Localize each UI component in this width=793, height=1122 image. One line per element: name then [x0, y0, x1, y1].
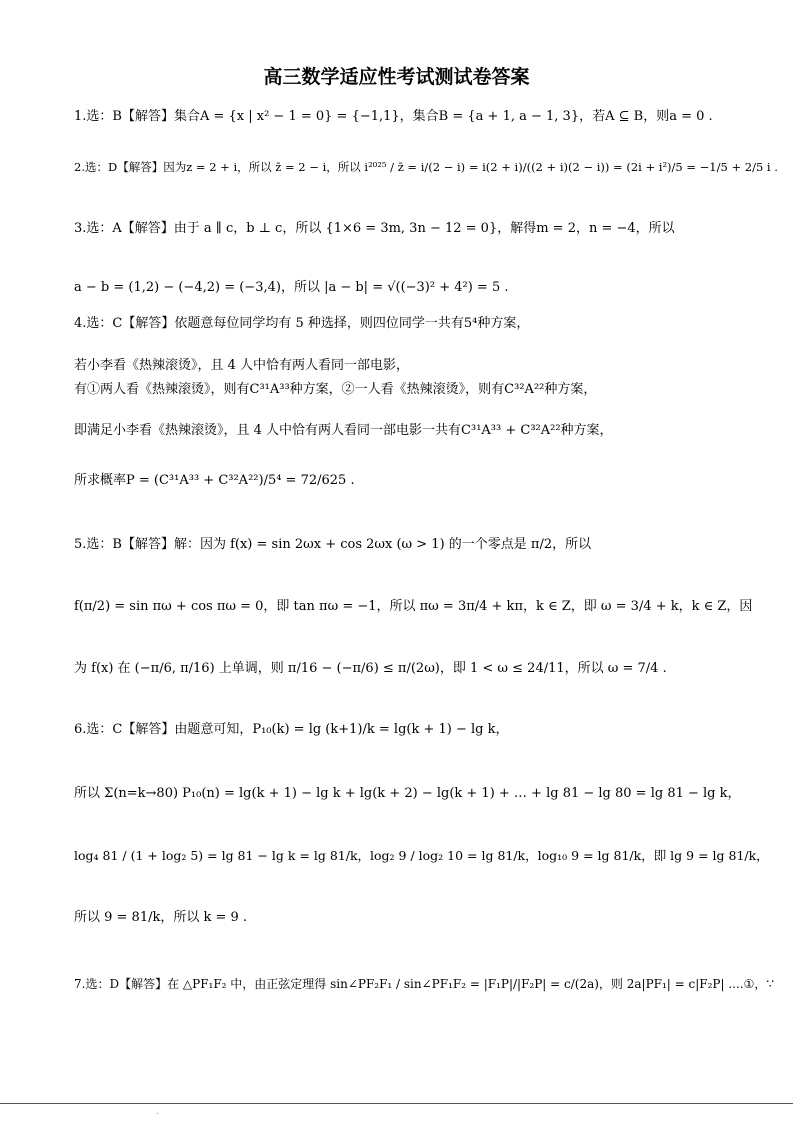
answer-q4-line2: 若小李看《热辣滚烫》，且 4 人中恰有两人看同一部电影， [74, 358, 410, 373]
answer-q4-line3: 有①两人看《热辣滚烫》，则有C³¹A³³种方案，②一人看《热辣滚烫》，则有C³²A²²种方案， [74, 382, 597, 397]
answer-q4-line1: 4.选：C【解答】依题意每位同学均有 5 种选择，则四位同学一共有5⁴种方案， [74, 316, 530, 331]
answer-q4-line4: 即满足小李看《热辣滚烫》，且 4 人中恰有两人看同一部电影一共有C³¹A³³ + C³²A²²种方案， [74, 423, 613, 438]
answer-q5-line2: f(π/2) = sin πω + cos πω = 0，即 tan πω = −1，所以 πω = 3π/4 + kπ，k ∈ Z，即 ω = 3/4 + k，k ∈ Z，因 [74, 599, 753, 614]
answer-q6-line2: 所以 Σ(n=k→80) P₁₀(n) = lg(k + 1) − lg k + lg(k + 2) − lg(k + 1) + … + lg 81 − lg 80 = lg 81 − lg k， [74, 786, 741, 801]
answer-q3-line1: 3.选：A【解答】由于 a ∥ c，b ⊥ c，所以 {1×6 = 3m, 3n − 12 = 0}，解得m = 2，n = −4，所以 [74, 221, 675, 236]
answer-q2: 2.选：D【解答】因为z = 2 + i，所以 z̄ = 2 − i，所以 i²⁰²⁵ / z̄ = i/(2 − i) = i(2 + i)/((2 + i)(2 − i)) = (2i + i²)/5 = −1/5 + 2/5 i . [74, 160, 778, 174]
page-title: 高三数学适应性考试测试卷答案 [263, 66, 530, 88]
footer-mark: . [156, 1107, 159, 1116]
footer-rule [0, 1103, 793, 1104]
answer-q6-line1: 6.选：C【解答】由题意可知，P₁₀(k) = lg (k+1)/k = lg(k + 1) − lg k， [74, 722, 509, 737]
answer-q3-line2: a − b = (1,2) − (−4,2) = (−3,4)，所以 |a − b| = √((−3)² + 4²) = 5 . [74, 280, 509, 295]
answer-q6-line3: log₄ 81 / (1 + log₂ 5) = lg 81 − lg k = lg 81/k，log₂ 9 / log₂ 10 = lg 81/k，log₁₀ 9 = lg 81/k，即 lg 9 = lg 81/k， [74, 848, 769, 863]
answer-q5-line3: 为 f(x) 在 (−π/6, π/16) 上单调，则 π/16 − (−π/6) ≤ π/(2ω)，即 1 < ω ≤ 24/11，所以 ω = 7/4 . [74, 661, 667, 676]
answer-q4-line5: 所求概率P = (C³¹A³³ + C³²A²²)/5⁴ = 72/625 . [74, 473, 355, 488]
answer-q6-line4: 所以 9 = 81/k，所以 k = 9 . [74, 910, 248, 925]
answer-q1: 1.选：B【解答】集合A = {x | x² − 1 = 0} = {−1,1}，集合B = {a + 1, a − 1, 3}，若A ⊆ B，则a = 0 . [74, 109, 713, 124]
answer-q5-line1: 5.选：B【解答】解：因为 f(x) = sin 2ωx + cos 2ωx (ω > 1) 的一个零点是 π/2，所以 [74, 537, 592, 552]
answer-q7: 7.选：D【解答】在 △PF₁F₂ 中，由正弦定理得 sin∠PF₂F₁ / sin∠PF₁F₂ = |F₁P|/|F₂P| = c/(2a)，则 2a|PF₁| = c|F₂P| ....①，∵ [74, 977, 775, 991]
